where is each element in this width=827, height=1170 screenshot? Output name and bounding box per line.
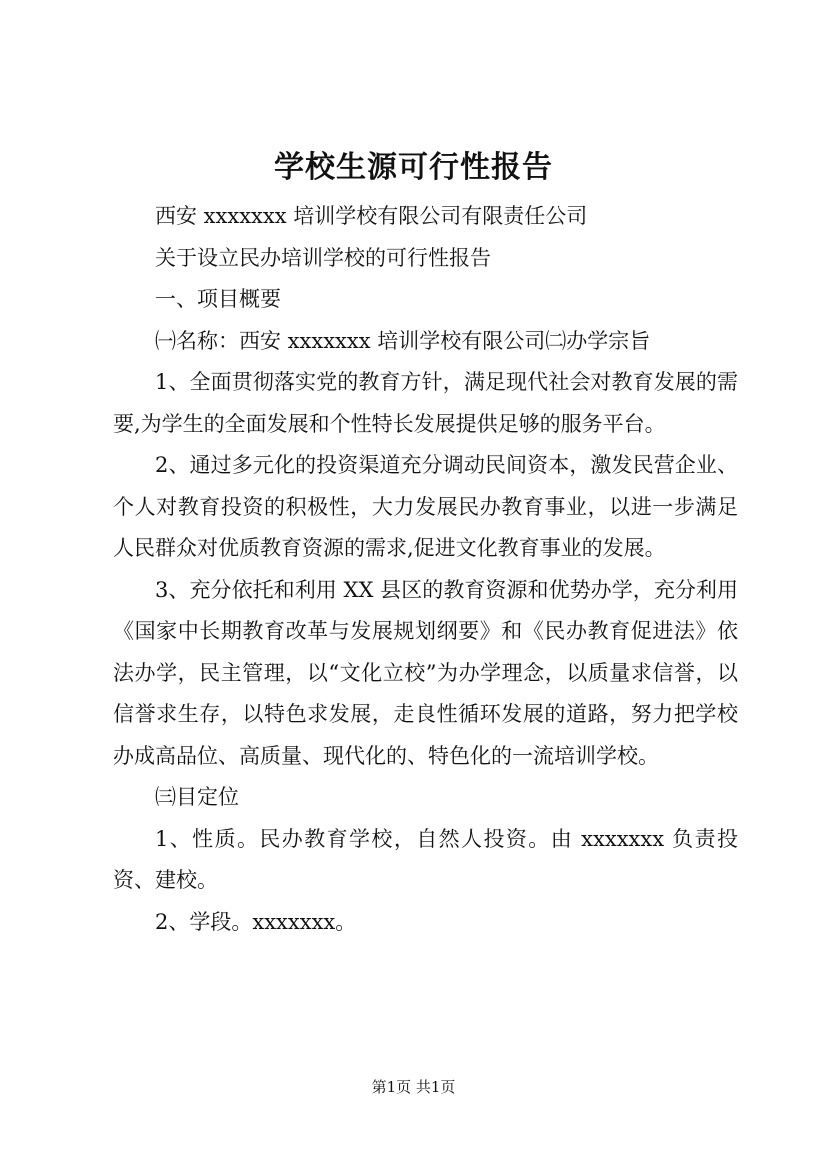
subsection-heading-positioning: ㈢目定位: [155, 785, 239, 809]
document-title: 学校生源可行性报告: [274, 150, 553, 185]
positioning-paragraph-2: 2、学段。xxxxxxx。: [155, 909, 357, 934]
purpose-paragraph-2: 2、通过多元化的投资渠道充分调动民间资本，激发民营企业、个人对教育投资的积极性，大力发展民办教育事业，以进一步满足人民群众对优质教育资源的需求,促进文化教育事业的发展。: [113, 453, 738, 560]
purpose-paragraph-1: 1、全面贯彻落实党的教育方针，满足现代社会对教育发展的需要,为学生的全面发展和个性特长发展提供足够的服务平台。: [113, 370, 738, 436]
company-name-line: 西安 xxxxxxx 培训学校有限公司有限责任公司: [155, 204, 588, 228]
purpose-paragraph-3: 3、充分依托和利用 XX 县区的教育资源和优势办学，充分利用《国家中长期教育改革与发展规划纲要》和《民办教育促进法》依法办学，民主管理，以“文化立校”为办学理念，以质量求信誉，以信誉求生存，以特色求发展，走良性循环发展的道路，努力把学校办成高品位、高质量、现代化的、特色化的一流培训学校。: [113, 577, 738, 768]
section-heading-overview: 一、项目概要: [155, 287, 281, 311]
report-subtitle: 关于设立民办培训学校的可行性报告: [155, 245, 491, 270]
item-name-and-purpose: ㈠名称：西安 xxxxxxx 培训学校有限公司㈡办学宗旨: [155, 328, 651, 353]
page-footer: 第1页 共1页: [371, 1078, 456, 1096]
document-body: [113, 196, 738, 943]
positioning-paragraph-1: 1、性质。民办教育学校，自然人投资。由 xxxxxxx 负责投资、建校。: [113, 826, 738, 892]
